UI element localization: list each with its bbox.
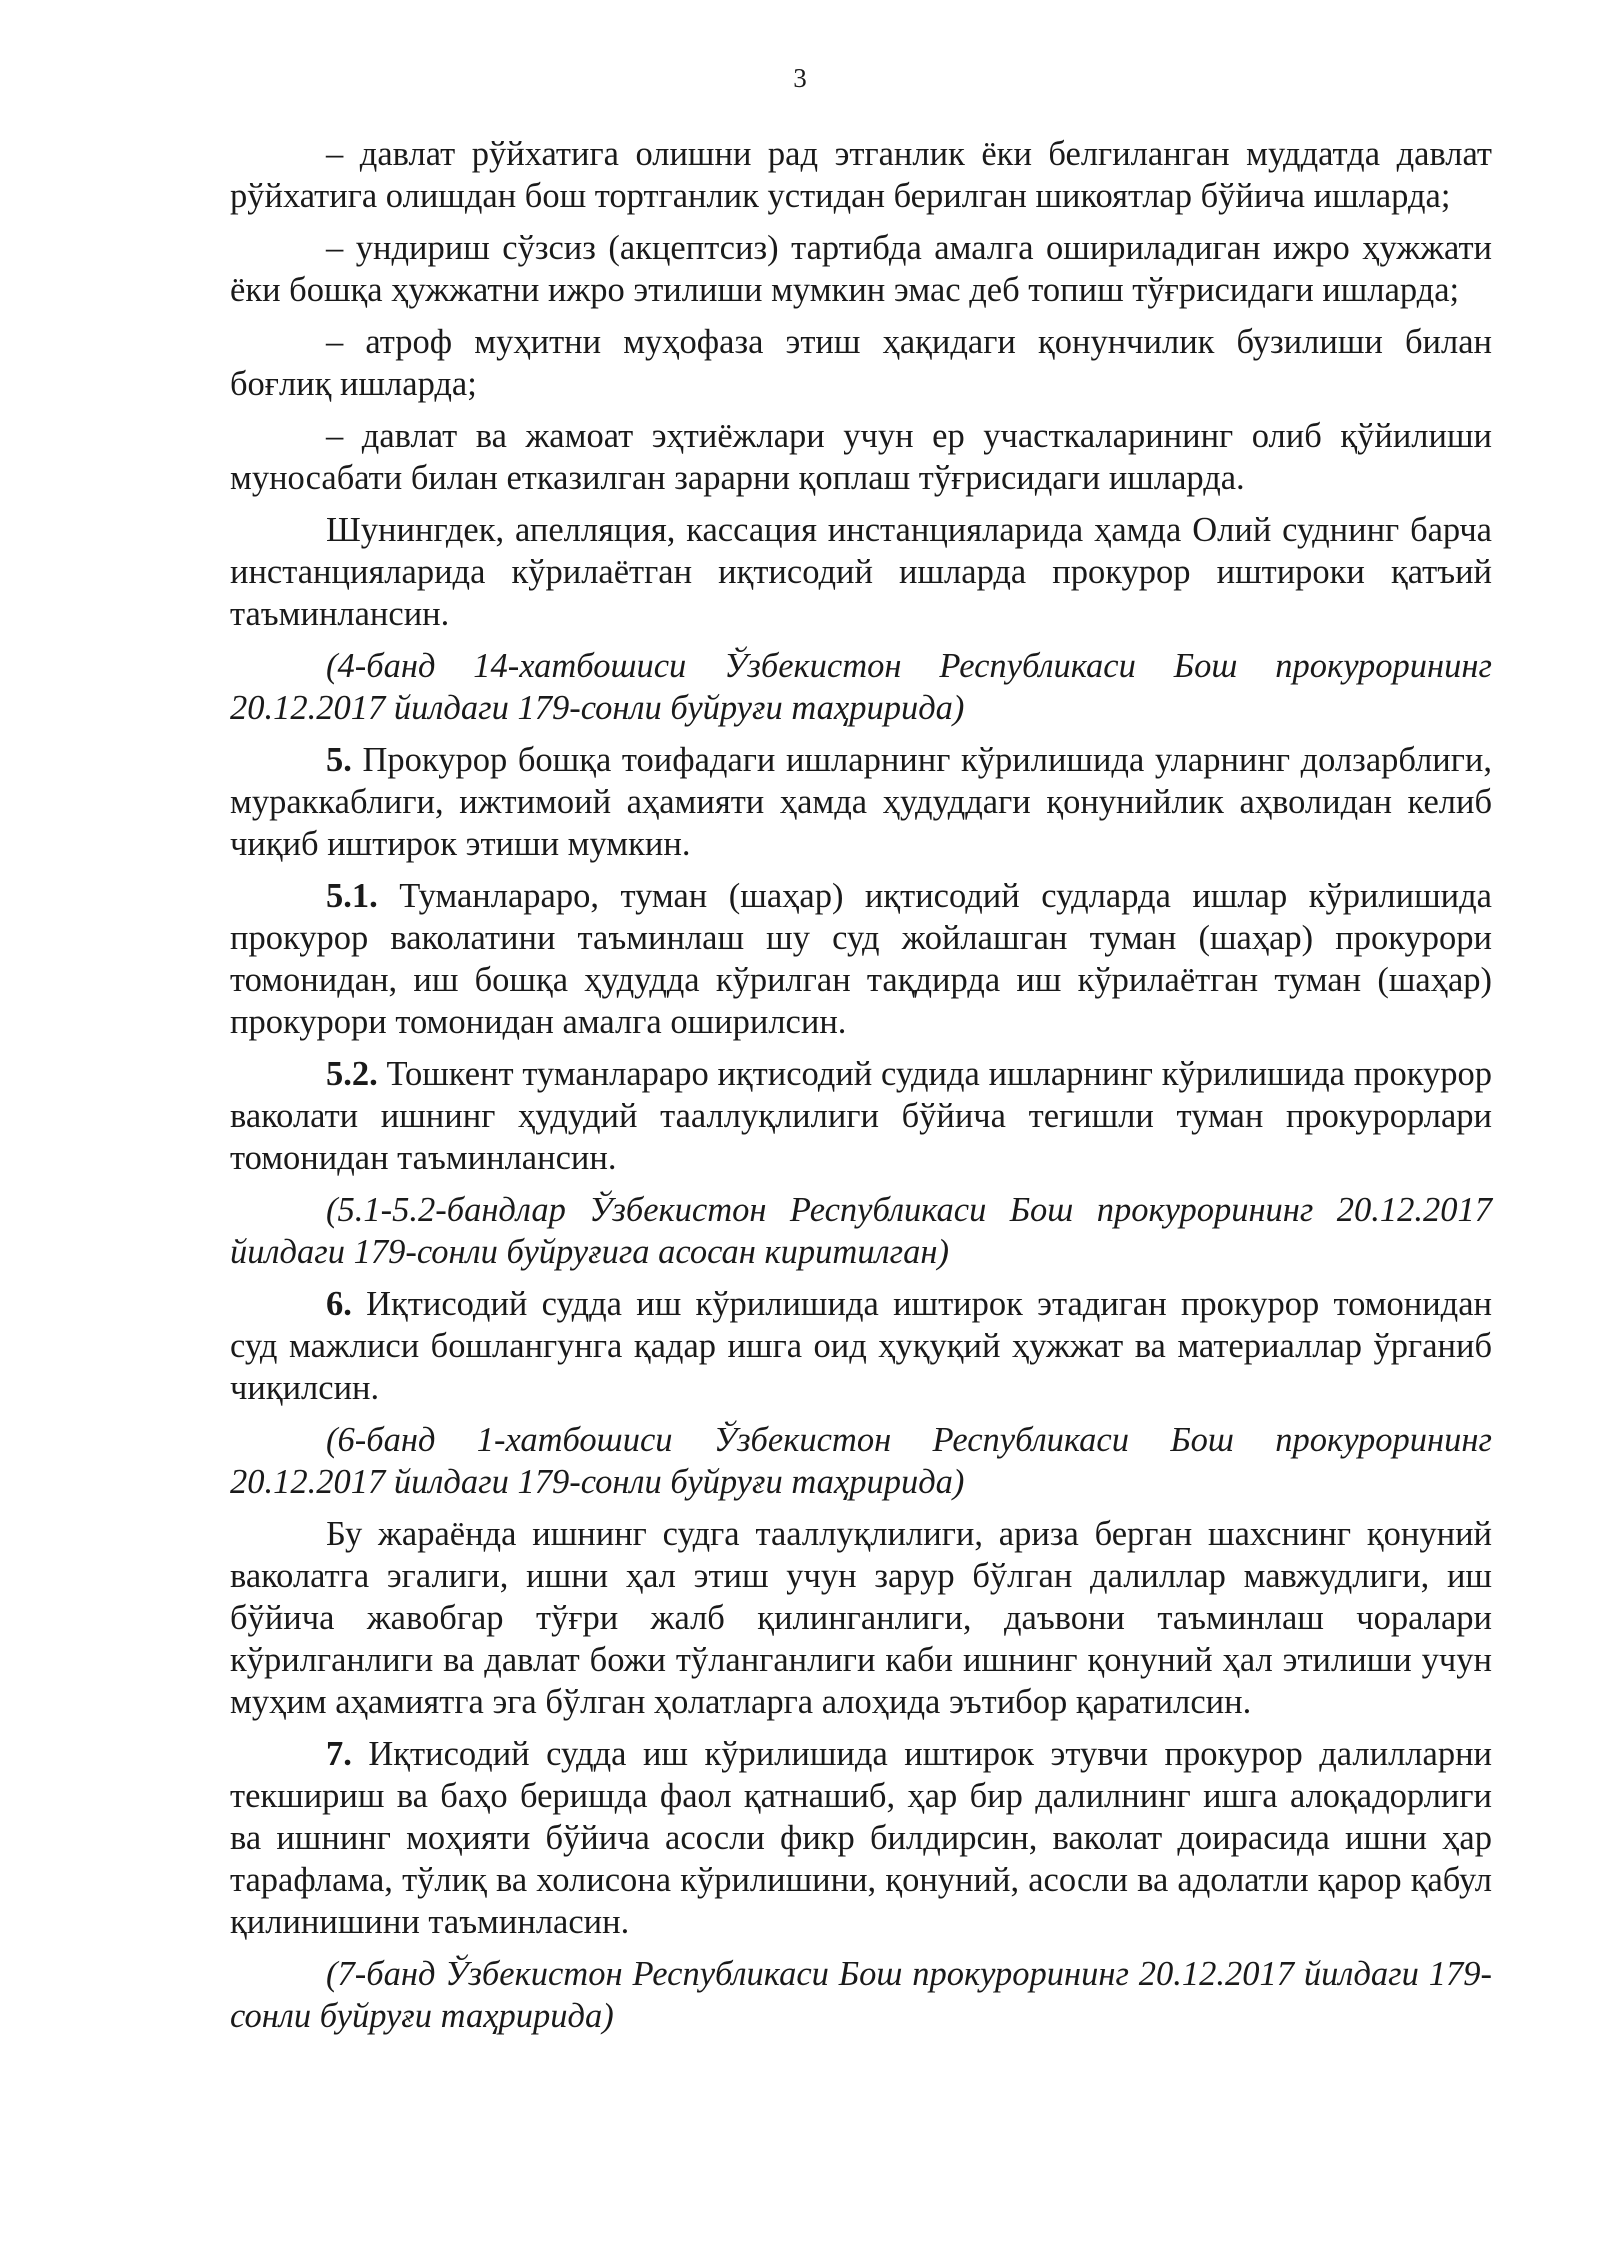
paragraph-text: Бу жараёнда ишнинг судга тааллуқлилиги, ариза берган шахснинг қонуний ваколатга эгалиги, ишни ҳал этиш учун зарур бўлган далиллар мавжудлиги, иш бўйича жавобгар тўғри жалб қилинганлиги, даъвони таъминлаш чоралари кўрилганлиги ва давлат божи тўланганлиги каби ишнинг қонуний ҳал этилиши учун муҳим аҳамиятга эга бўлган ҳолатларга алоҳида эътибор қаратилсин. <box>230 1515 1492 1721</box>
editorial-note <box>230 1953 1492 2037</box>
clause-number: 5.1. <box>326 877 378 915</box>
clause-number: 7. <box>326 1735 352 1773</box>
numbered-clause <box>230 739 1492 865</box>
paragraph-text: (6-банд 1-хатбошиси Ўзбекистон Республикаси Бош прокурорининг 20.12.2017 йилдаги 179-сонли буйруғи таҳририда) <box>230 1421 1492 1501</box>
paragraph-text: (5.1-5.2-бандлар Ўзбекистон Республикаси Бош прокурорининг 20.12.2017 йилдаги 179-сонли буйруғига асосан киритилган) <box>230 1191 1492 1271</box>
body-paragraph <box>230 415 1492 499</box>
paragraph-text: Иқтисодий судда иш кўрилишида иштирок этадиган прокурор томонидан суд мажлиси бошлангунга қадар ишга оид ҳуқуқий ҳужжат ва материаллар ўрганиб чиқилсин. <box>230 1285 1492 1407</box>
body-paragraph <box>230 227 1492 311</box>
page-number: 3 <box>793 63 807 93</box>
numbered-clause <box>230 875 1492 1043</box>
paragraph-text: Тошкент туманлараро иқтисодий судида ишларнинг кўрилишида прокурор ваколати ишнинг ҳудудий тааллуқлилиги бўйича тегишли туман прокурорлари томонидан таъминлансин. <box>230 1055 1492 1177</box>
paragraph-text: Прокурор бошқа тоифадаги ишларнинг кўрилишида уларнинг долзарблиги, мураккаблиги, ижтимоий аҳамияти ҳамда ҳудуддаги қонунийлик аҳволидан келиб чиқиб иштирок этиши мумкин. <box>230 741 1492 863</box>
paragraph-text: (7-банд Ўзбекистон Республикаси Бош прокурорининг 20.12.2017 йилдаги 179-сонли буйруғи таҳририда) <box>230 1955 1492 2035</box>
document-body <box>230 133 1492 2047</box>
clause-number: 5. <box>326 741 352 779</box>
numbered-clause <box>230 1053 1492 1179</box>
paragraph-text: – атроф муҳитни муҳофаза этиш ҳақидаги қонунчилик бузилиши билан боғлиқ ишларда; <box>230 323 1492 403</box>
body-paragraph <box>230 321 1492 405</box>
body-paragraph <box>230 133 1492 217</box>
clause-number: 6. <box>326 1285 352 1323</box>
paragraph-text: – ундириш сўзсиз (акцептсиз) тартибда амалга ошириладиган ижро ҳужжати ёки бошқа ҳужжатни ижро этилиши мумкин эмас деб топиш тўғрисидаги ишларда; <box>230 229 1492 309</box>
paragraph-text: Туманлараро, туман (шаҳар) иқтисодий судларда ишлар кўрилишида прокурор ваколатини таъминлаш шу суд жойлашган туман (шаҳар) прокурори томонидан, иш бошқа ҳудудда кўрилган тақдирда иш кўрилаётган туман (шаҳар) прокурори томонидан амалга оширилсин. <box>230 877 1492 1041</box>
body-paragraph <box>230 509 1492 635</box>
paragraph-text: – давлат ва жамоат эҳтиёжлари учун ер участкаларининг олиб қўйилиши муносабати билан етказилган зарарни қоплаш тўғрисидаги ишларда. <box>230 417 1492 497</box>
paragraph-text: Шунингдек, апелляция, кассация инстанцияларида ҳамда Олий суднинг барча инстанцияларида кўрилаётган иқтисодий ишларда прокурор иштироки қатъий таъминлансин. <box>230 511 1492 633</box>
numbered-clause <box>230 1283 1492 1409</box>
paragraph-text: Иқтисодий судда иш кўрилишида иштирок этувчи прокурор далилларни текшириш ва баҳо беришда фаол қатнашиб, ҳар бир далилнинг ишга алоқадорлиги ва ишнинг моҳияти бўйича асосли фикр билдирсин, ваколат доирасида ишни ҳар тарафлама, тўлиқ ва холисона кўрилишини, қонуний, асосли ва адолатли қарор қабул қилинишини таъминласин. <box>230 1735 1492 1941</box>
numbered-clause <box>230 1733 1492 1943</box>
paragraph-text: – давлат рўйхатига олишни рад этганлик ёки белгиланган муддатда давлат рўйхатига олишдан бош тортганлик устидан берилган шикоятлар бўйича ишларда; <box>230 135 1492 215</box>
editorial-note <box>230 1419 1492 1503</box>
editorial-note <box>230 645 1492 729</box>
clause-number: 5.2. <box>326 1055 378 1093</box>
body-paragraph <box>230 1513 1492 1723</box>
editorial-note <box>230 1189 1492 1273</box>
paragraph-text: (4-банд 14-хатбошиси Ўзбекистон Республикаси Бош прокурорининг 20.12.2017 йилдаги 179-сонли буйруғи таҳририда) <box>230 647 1492 727</box>
